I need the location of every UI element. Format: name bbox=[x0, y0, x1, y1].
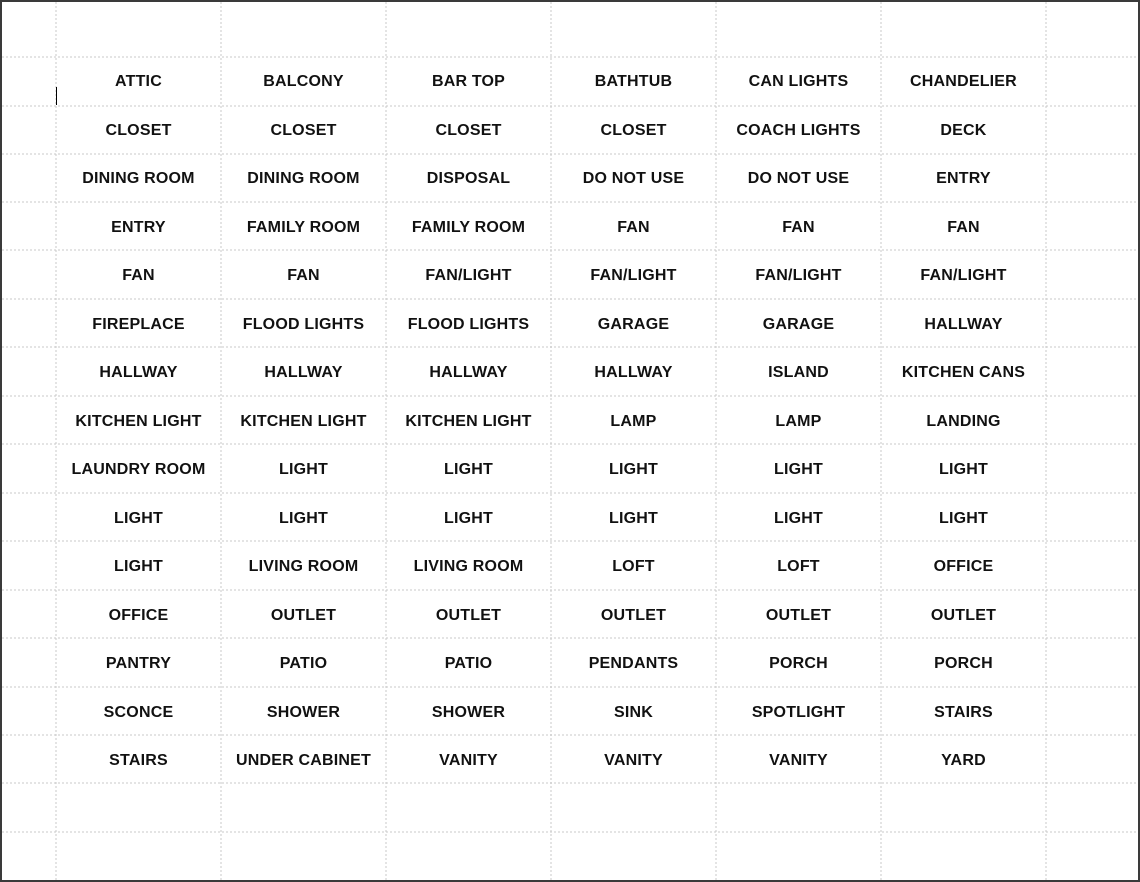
label-cell[interactable]: PANTRY bbox=[105, 654, 172, 672]
label-cell[interactable]: DINING ROOM bbox=[247, 169, 360, 187]
label-cell[interactable]: BALCONY bbox=[263, 72, 344, 90]
label-cell[interactable]: FLOOD LIGHTS bbox=[407, 315, 530, 333]
label-cell[interactable]: LOFT bbox=[612, 557, 655, 575]
label-cell[interactable]: CLOSET bbox=[600, 121, 667, 139]
label-cell[interactable]: LIGHT bbox=[939, 509, 988, 527]
label-cell[interactable]: OUTLET bbox=[765, 606, 832, 624]
label-cell[interactable]: HALLWAY bbox=[264, 363, 343, 381]
label-cell[interactable]: KITCHEN LIGHT bbox=[240, 412, 367, 430]
label-cell[interactable]: SPOTLIGHT bbox=[751, 703, 846, 721]
label-cell[interactable]: FIREPLACE bbox=[92, 315, 185, 333]
label-cell[interactable]: SHOWER bbox=[266, 703, 341, 721]
label-cell[interactable]: DO NOT USE bbox=[747, 169, 850, 187]
label-cell[interactable]: ATTIC bbox=[115, 72, 162, 90]
label-cell[interactable]: PORCH bbox=[769, 654, 828, 672]
label-cell[interactable]: BATHTUB bbox=[594, 72, 673, 90]
label-cell[interactable]: COACH LIGHTS bbox=[736, 121, 861, 139]
label-cell[interactable]: HALLWAY bbox=[99, 363, 178, 381]
label-cell[interactable]: DECK bbox=[940, 121, 987, 139]
label-cell[interactable]: FAN bbox=[287, 266, 320, 284]
label-cell[interactable]: LIVING ROOM bbox=[413, 557, 524, 575]
label-cell[interactable]: FAN bbox=[947, 218, 980, 236]
label-cell[interactable]: PATIO bbox=[444, 654, 493, 672]
label-cell[interactable]: KITCHEN LIGHT bbox=[75, 412, 202, 430]
label-cell[interactable]: DINING ROOM bbox=[82, 169, 195, 187]
label-cell[interactable]: LIGHT bbox=[774, 460, 823, 478]
label-cell[interactable]: LAUNDRY ROOM bbox=[71, 460, 206, 478]
label-cell[interactable]: LIGHT bbox=[774, 509, 823, 527]
label-cell[interactable]: PENDANTS bbox=[588, 654, 679, 672]
label-cell[interactable]: LAMP bbox=[610, 412, 657, 430]
label-cell[interactable]: PORCH bbox=[934, 654, 993, 672]
label-cell[interactable]: LANDING bbox=[926, 412, 1001, 430]
label-cell[interactable]: SINK bbox=[613, 703, 654, 721]
label-cell[interactable]: BAR TOP bbox=[431, 72, 506, 90]
label-cell[interactable]: DO NOT USE bbox=[582, 169, 685, 187]
label-cell[interactable]: VANITY bbox=[604, 751, 663, 769]
label-cell[interactable]: LIGHT bbox=[444, 460, 493, 478]
label-cell[interactable]: OUTLET bbox=[600, 606, 667, 624]
label-cell[interactable]: FAN/LIGHT bbox=[755, 266, 842, 284]
label-cell[interactable]: LIGHT bbox=[114, 557, 163, 575]
label-cell[interactable]: FAN/LIGHT bbox=[920, 266, 1007, 284]
label-cell[interactable]: LIGHT bbox=[279, 460, 328, 478]
label-cell[interactable]: FAN/LIGHT bbox=[590, 266, 677, 284]
label-cell[interactable]: GARAGE bbox=[597, 315, 670, 333]
label-cell[interactable]: HALLWAY bbox=[594, 363, 673, 381]
label-cell[interactable]: LOFT bbox=[777, 557, 820, 575]
label-cell[interactable]: DISPOSAL bbox=[426, 169, 511, 187]
label-cell[interactable]: HALLWAY bbox=[924, 315, 1003, 333]
label-cell[interactable]: UNDER CABINET bbox=[235, 751, 372, 769]
label-cell[interactable]: LIGHT bbox=[609, 509, 658, 527]
label-cell[interactable]: LIGHT bbox=[939, 460, 988, 478]
label-cell[interactable]: OUTLET bbox=[435, 606, 502, 624]
label-cell[interactable]: OUTLET bbox=[270, 606, 337, 624]
label-cell[interactable]: LAMP bbox=[775, 412, 822, 430]
label-cell[interactable]: FAN bbox=[782, 218, 815, 236]
label-cell[interactable]: PATIO bbox=[279, 654, 328, 672]
label-cell[interactable]: SCONCE bbox=[103, 703, 174, 721]
label-cell[interactable]: OFFICE bbox=[933, 557, 994, 575]
label-cell[interactable]: LIGHT bbox=[609, 460, 658, 478]
label-cell[interactable]: CHANDELIER bbox=[910, 72, 1017, 90]
label-cell[interactable]: FAMILY ROOM bbox=[411, 218, 526, 236]
label-cell[interactable]: HALLWAY bbox=[429, 363, 508, 381]
label-cell[interactable]: LIGHT bbox=[444, 509, 493, 527]
label-cell[interactable]: ENTRY bbox=[111, 218, 166, 236]
label-cell[interactable]: OUTLET bbox=[930, 606, 997, 624]
label-cell[interactable]: LIGHT bbox=[114, 509, 163, 527]
label-cell[interactable]: KITCHEN LIGHT bbox=[405, 412, 532, 430]
label-cell[interactable]: CLOSET bbox=[435, 121, 502, 139]
label-cell[interactable]: STAIRS bbox=[934, 703, 993, 721]
label-cell[interactable]: FLOOD LIGHTS bbox=[242, 315, 365, 333]
label-cell[interactable]: FAMILY ROOM bbox=[246, 218, 361, 236]
label-cell[interactable]: LIGHT bbox=[279, 509, 328, 527]
label-cell[interactable]: SHOWER bbox=[431, 703, 506, 721]
label-cell[interactable]: CAN LIGHTS bbox=[748, 72, 849, 90]
label-cell[interactable]: VANITY bbox=[769, 751, 828, 769]
label-cell[interactable]: STAIRS bbox=[109, 751, 168, 769]
label-cell[interactable]: ISLAND bbox=[768, 363, 829, 381]
label-cell[interactable]: KITCHEN CANS bbox=[901, 363, 1026, 381]
label-cell[interactable]: CLOSET bbox=[105, 121, 172, 139]
label-cell[interactable]: CLOSET bbox=[270, 121, 337, 139]
label-cell[interactable]: ENTRY bbox=[936, 169, 991, 187]
label-cell[interactable]: GARAGE bbox=[762, 315, 835, 333]
label-cell[interactable]: VANITY bbox=[439, 751, 498, 769]
label-cell[interactable]: FAN/LIGHT bbox=[425, 266, 512, 284]
label-cell[interactable]: OFFICE bbox=[108, 606, 169, 624]
label-cell[interactable]: LIVING ROOM bbox=[248, 557, 359, 575]
label-cell[interactable]: FAN bbox=[122, 266, 155, 284]
label-cell[interactable]: FAN bbox=[617, 218, 650, 236]
label-cell[interactable]: YARD bbox=[941, 751, 986, 769]
